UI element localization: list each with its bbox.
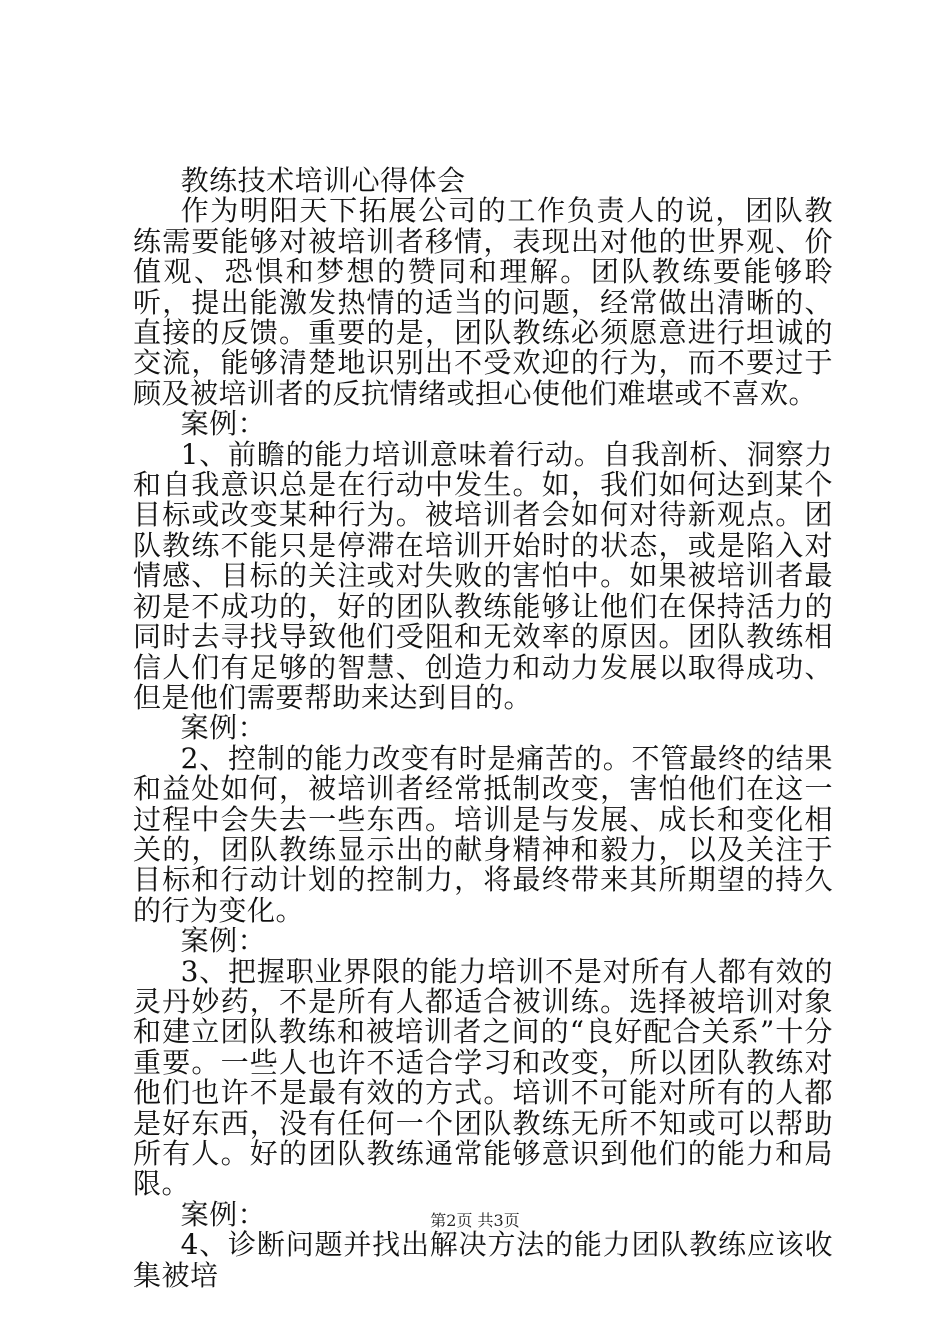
- paragraph-intro: 作为明阳天下拓展公司的工作负责人的说，团队教练需要能够对被培训者移情，表现出对他的世界观、价值观、恐惧和梦想的赞同和理解。团队教练要能够聆听，提出能激发热情的适当的问题，经常做出清晰的、直接的反馈。重要的是，团队教练必须愿意进行坦诚的交流，能够清楚地识别出不受欢迎的行为，而不要过于顾及被培训者的反抗情绪或担心使他们难堪或不喜欢。: [133, 194, 833, 410]
- paragraph-point-1: 1、前瞻的能力培训意味着行动。自我剖析、洞察力和自我意识总是在行动中发生。如，我们如何达到某个目标或改变某种行为。被培训者会如何对待新观点。团队教练不能只是停滞在培训开始时的状态，或是陷入对情感、目标的关注或对失败的害怕中。如果被培训者最初是不成功的，好的团队教练能够让他们在保持活力的同时去寻找导致他们受阻和无效率的原因。团队教练相信人们有足够的智慧、创造力和动力发展以取得成功、但是他们需要帮助来达到目的。: [133, 437, 833, 714]
- case-label: 案例：: [180, 711, 267, 745]
- paragraph-point-2: 2、控制的能力改变有时是痛苦的。不管最终的结果和益处如何，被培训者经常抵制改变，害怕他们在这一过程中会失去一些东西。培训是与发展、成长和变化相关的，团队教练显示出的献身精神和毅力，以及关注于目标和行动计划的控制力，将最终带来其所期望的持久的行为变化。: [133, 741, 833, 927]
- case-label: 案例：: [180, 1197, 267, 1231]
- paragraph-point-4: 4、诊断问题并找出解决方法的能力团队教练应该收集被培: [133, 1228, 833, 1292]
- page-number-footer: 第2页 共3页: [430, 1211, 520, 1230]
- case-label: 案例：: [180, 924, 267, 958]
- document-title: 教练技术培训心得体会: [180, 164, 466, 197]
- document-body: [133, 166, 833, 1291]
- case-label: 案例：: [180, 407, 267, 441]
- paragraph-point-3: 3、把握职业界限的能力培训不是对所有人都有效的灵丹妙药，不是所有人都适合被训练。选择被培训对象和建立团队教练和被培训者之间的“良好配合关系”十分重要。一些人也许不适合学习和改变，所以团队教练对他们也许不是最有效的方式。培训不可能对所有的人都是好东西，没有任何一个团队教练无所不知或可以帮助所有人。好的团队教练通常能够意识到他们的能力和局限。: [133, 954, 833, 1201]
